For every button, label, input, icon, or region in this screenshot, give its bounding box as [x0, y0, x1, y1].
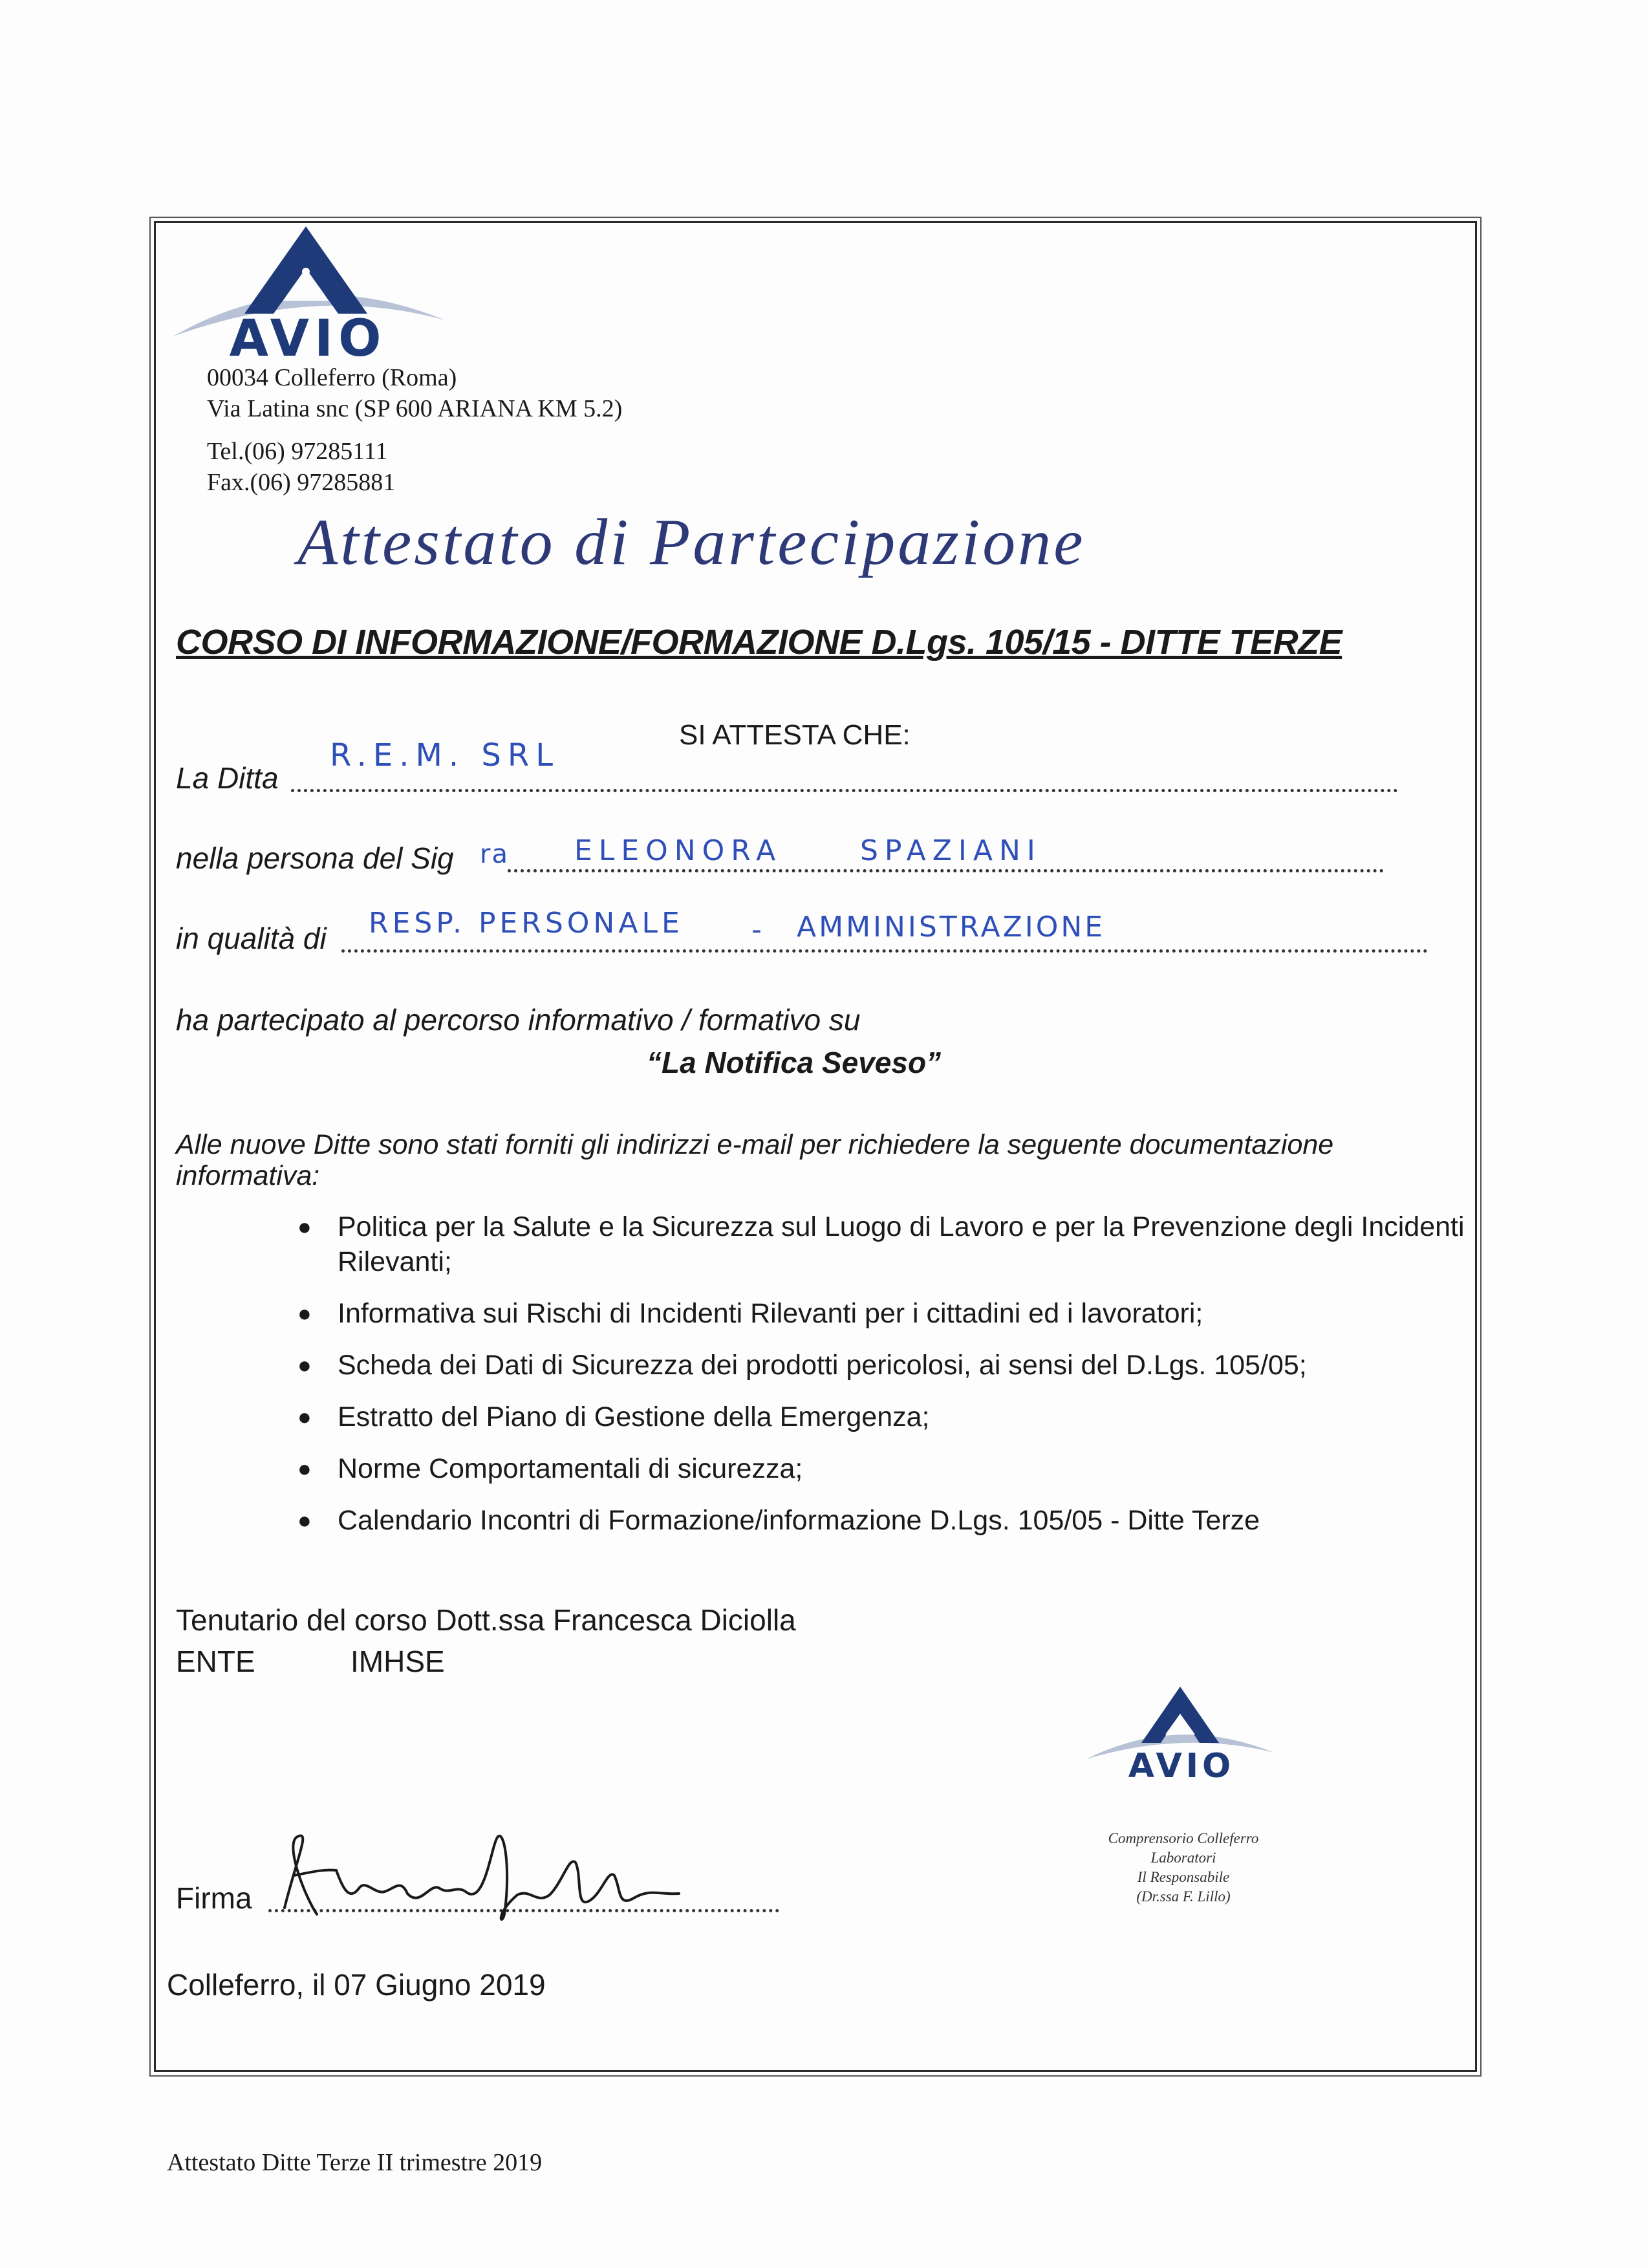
- firma-label: Firma: [176, 1881, 252, 1915]
- telephone: Tel.(06) 97285111: [207, 438, 388, 465]
- address-line-2: Via Latina snc (SP 600 ARIANA KM 5.2): [207, 395, 623, 422]
- persona-label: nella persona del Sig: [176, 841, 454, 875]
- list-item: [297, 1503, 1461, 1538]
- ditta-label: La Ditta: [176, 761, 279, 795]
- course-topic: “La Notifica Seveso”: [647, 1046, 942, 1079]
- place-date: Colleferro, il 07 Giugno 2019: [167, 1968, 546, 2002]
- si-attesta-heading: SI ATTESTA CHE:: [679, 719, 911, 751]
- list-item: [297, 1209, 1502, 1279]
- document-title: Attestato di Partecipazione: [297, 506, 1086, 579]
- qualita-separator: -: [751, 913, 768, 946]
- ente-label: ENTE: [176, 1645, 255, 1678]
- stamp-line-4: (Dr.ssa F. Lillo): [1136, 1888, 1231, 1905]
- list-item-text: Estratto del Piano di Gestione della Emergenza;: [338, 1401, 930, 1432]
- list-item: [297, 1399, 1461, 1434]
- persona-last-name: SPAZIANI: [860, 834, 1042, 867]
- bullet-icon: ●: [297, 1300, 312, 1326]
- list-item: [297, 1451, 1461, 1486]
- qualita-value-1: RESP. PERSONALE: [369, 907, 684, 940]
- list-item-text: Politica per la Salute e la Sicurezza sul Luogo di Lavoro e per la Prevenzione degli Incidenti Rilevanti;: [338, 1211, 1465, 1277]
- bullet-icon: ●: [297, 1352, 312, 1378]
- company-address: [207, 362, 622, 498]
- participation-text: ha partecipato al percorso informativo / formativo su: [176, 1003, 861, 1037]
- stamp-line-3: Il Responsabile: [1137, 1869, 1230, 1885]
- course-title: CORSO DI INFORMAZIONE/FORMAZIONE D.Lgs. 105/15 - DITTE TERZE: [176, 623, 1342, 662]
- ditta-value: R.E.M. SRL: [330, 737, 559, 773]
- bullet-icon: ●: [297, 1403, 312, 1430]
- qualita-value-2: AMMINISTRAZIONE: [797, 911, 1106, 944]
- bullet-icon: ●: [297, 1213, 312, 1240]
- list-item: [297, 1296, 1461, 1331]
- list-item: [297, 1348, 1461, 1383]
- avio-stamp-logo: [1080, 1681, 1280, 1791]
- ente-value: IMHSE: [350, 1645, 445, 1678]
- stamp-line-1: Comprensorio Colleferro: [1108, 1830, 1259, 1846]
- list-item-text: Calendario Incontri di Formazione/informazione D.Lgs. 105/05 - Ditte Terze: [338, 1505, 1260, 1536]
- fax: Fax.(06) 97285881: [207, 469, 396, 496]
- documents-list: [297, 1209, 1465, 1555]
- list-item-text: Norme Comportamentali di sicurezza;: [338, 1453, 803, 1484]
- bullet-icon: ●: [297, 1455, 312, 1482]
- ditta-dotted-line: [291, 789, 1398, 792]
- persona-dotted-line: [508, 869, 1384, 872]
- handwritten-signature: [272, 1817, 711, 1940]
- list-item-text: Scheda dei Dati di Sicurezza dei prodotti pericolosi, ai sensi del D.Lgs. 105/05;: [338, 1350, 1307, 1381]
- course-holder: Tenutario del corso Dott.ssa Francesca Diciolla: [176, 1603, 796, 1637]
- list-item-text: Informativa sui Rischi di Incidenti Rilevanti per i cittadini ed i lavoratori;: [338, 1298, 1203, 1329]
- documents-intro: [176, 1129, 1333, 1191]
- qualita-label: in qualità di: [176, 922, 327, 955]
- documents-intro-line-1: Alle nuove Ditte sono stati forniti gli indirizzi e-mail per richiedere la seguente documentazione: [176, 1129, 1334, 1160]
- persona-suffix: ra: [480, 839, 509, 869]
- address-line-1: 00034 Colleferro (Roma): [207, 364, 457, 391]
- stamp-line-2: Laboratori: [1150, 1850, 1216, 1866]
- bullet-icon: ●: [297, 1507, 312, 1533]
- persona-first-name: ELEONORA: [574, 834, 782, 867]
- stamp-logo-text: AVIO: [1128, 1747, 1235, 1786]
- logo-text: AVIO: [229, 310, 387, 362]
- avio-logo: [167, 223, 451, 362]
- documents-intro-line-2: informativa:: [176, 1160, 320, 1191]
- qualita-dotted-line: [341, 949, 1428, 953]
- page-footer: Attestato Ditte Terze II trimestre 2019: [167, 2149, 543, 2176]
- responsible-stamp: [1067, 1829, 1300, 1906]
